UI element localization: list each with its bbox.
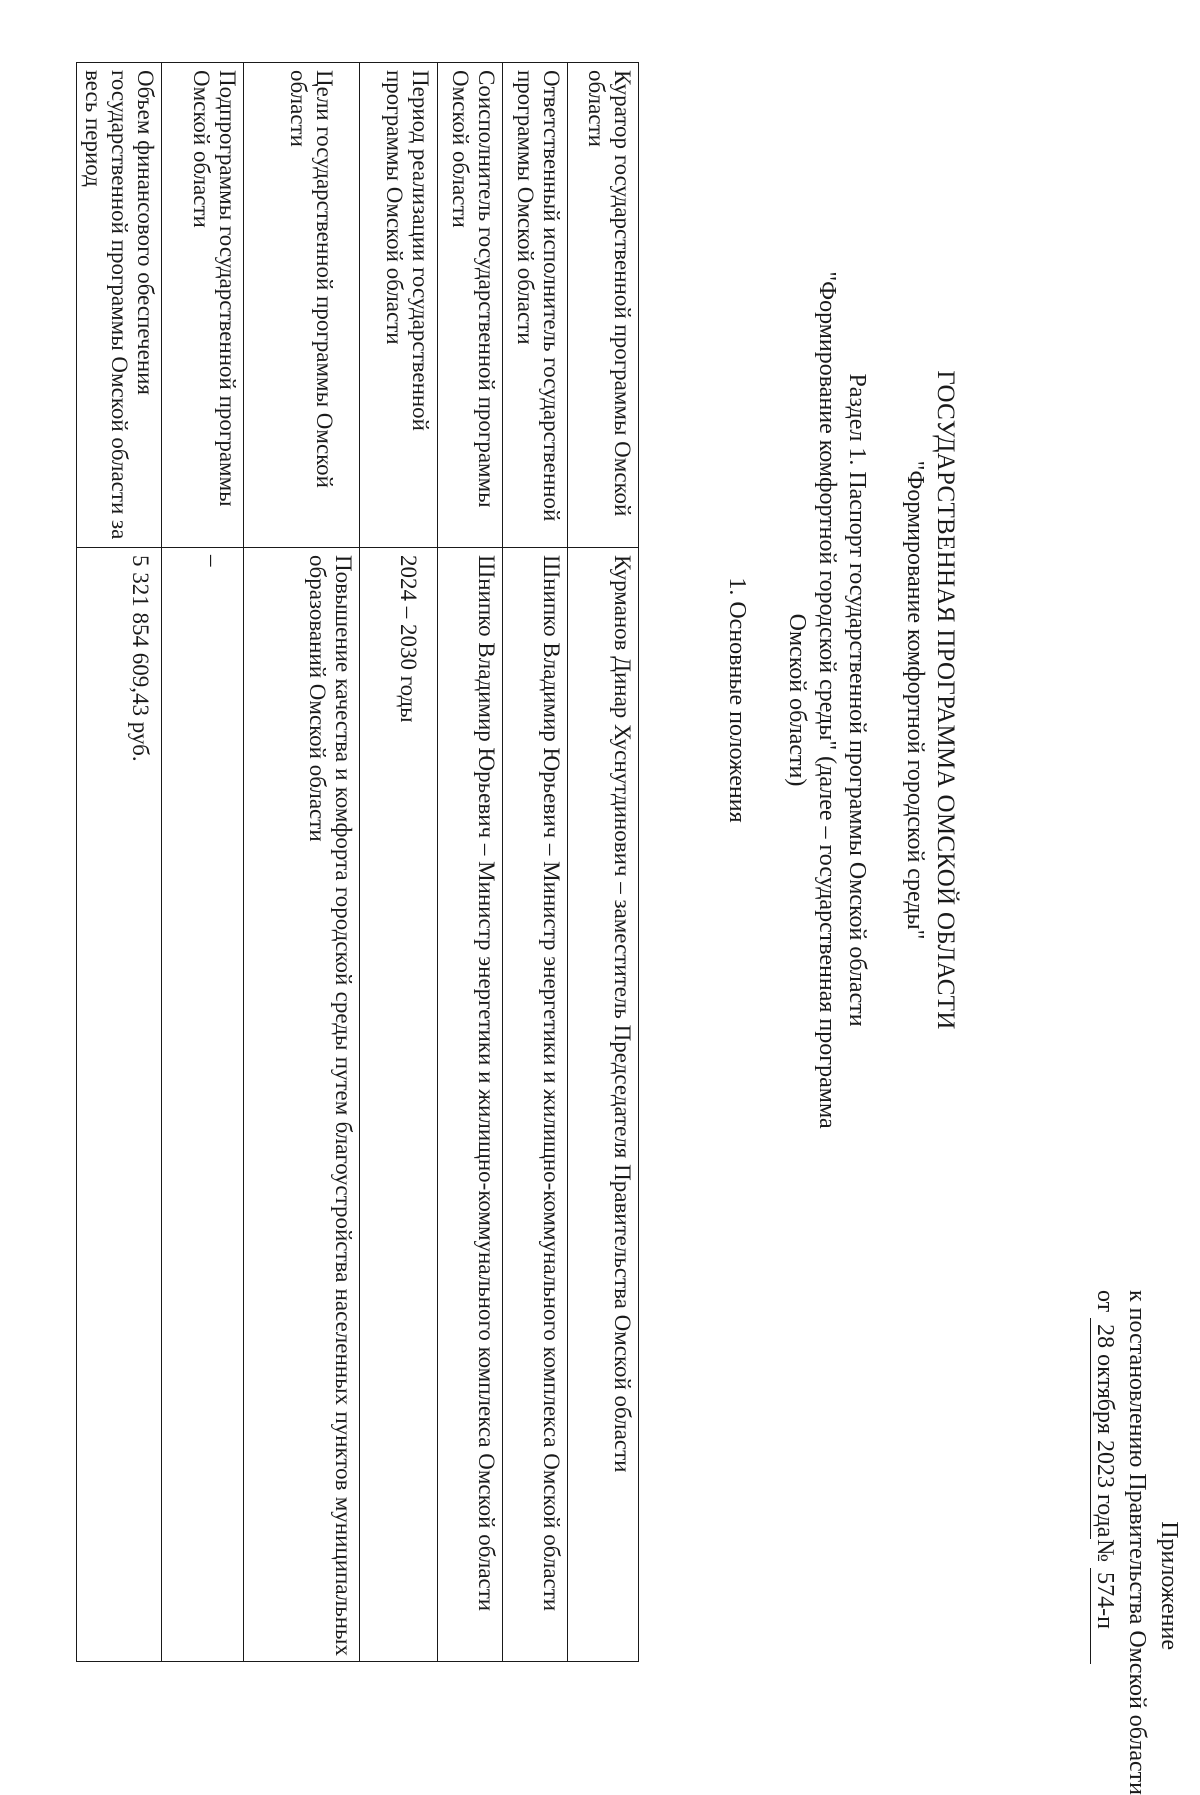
row-value [503,548,568,1662]
table-row [244,63,360,1662]
row-value-text: Повышение качества и комфорта городской среды путем благоустройства населенных пунктов муниципальных образований Омской области [305,555,356,1656]
number-prefix: № [1092,1539,1118,1563]
table-row [568,63,639,1662]
row-label: Цели государственной программы Омской области [244,63,360,548]
row-label: Ответственный исполнитель государственной программы Омской области [503,63,568,548]
row-value-text: Шнипко Владимир Юрьевич – Министр энергетики и жилищно-коммунального комплекса Омской области [539,555,564,1612]
section-heading-line3: Омской области) [784,613,810,787]
row-label: Подпрограммы государственной программы Омской области [162,63,244,548]
table-row [77,63,162,1662]
appendix-header [1089,1290,1185,1795]
section-heading-line2: "Формирование комфортной городской среды" (далее – государственная программа [814,271,840,1129]
row-value: 5 321 854 609,43 руб. [77,548,162,1662]
row-value [244,548,360,1662]
appendix-decree-line: к постановлению Правительства Омской области [1124,1290,1150,1795]
row-label: Период реализации государственной программы Омской области [360,63,438,548]
appendix-title: Приложение [1156,1521,1182,1650]
row-value [438,548,503,1662]
table-row [438,63,503,1662]
row-value [568,548,639,1662]
program-subtitle: "Формирование комфортной городской среды" [902,460,928,940]
row-value-text: Шнипко Владимир Юрьевич – Министр энергетики и жилищно-коммунального комплекса Омской области [474,555,499,1612]
row-value: 2024 – 2030 годы [360,548,438,1662]
appendix-date-line [1089,1290,1121,1650]
row-value-text: Курманов Динар Хуснутдинович – заместитель Председателя Правительства Омской области [610,555,635,1473]
decree-date: 28 октября 2023 года [1090,1318,1119,1539]
row-value: – [162,548,244,1662]
program-title: ГОСУДАРСТВЕННАЯ ПРОГРАММА ОМСКОЙ ОБЛАСТИ [932,370,959,1030]
row-label: Соисполнитель государственной программы Омской области [438,63,503,548]
subsection-heading: 1. Основные положения [724,577,750,823]
table-row [360,63,438,1662]
table-row [162,63,244,1662]
date-prefix: от [1092,1290,1118,1313]
row-label: Объем финансового обеспечения государственной программы Омской области за весь период [77,63,162,548]
table-row [503,63,568,1662]
document-titles [722,250,960,1150]
section-heading-line1: Раздел 1. Паспорт государственной программы Омской области [844,373,870,1027]
row-label: Куратор государственной программы Омской области [568,63,639,548]
decree-number: 574-п [1090,1568,1119,1664]
passport-table [76,62,639,1662]
